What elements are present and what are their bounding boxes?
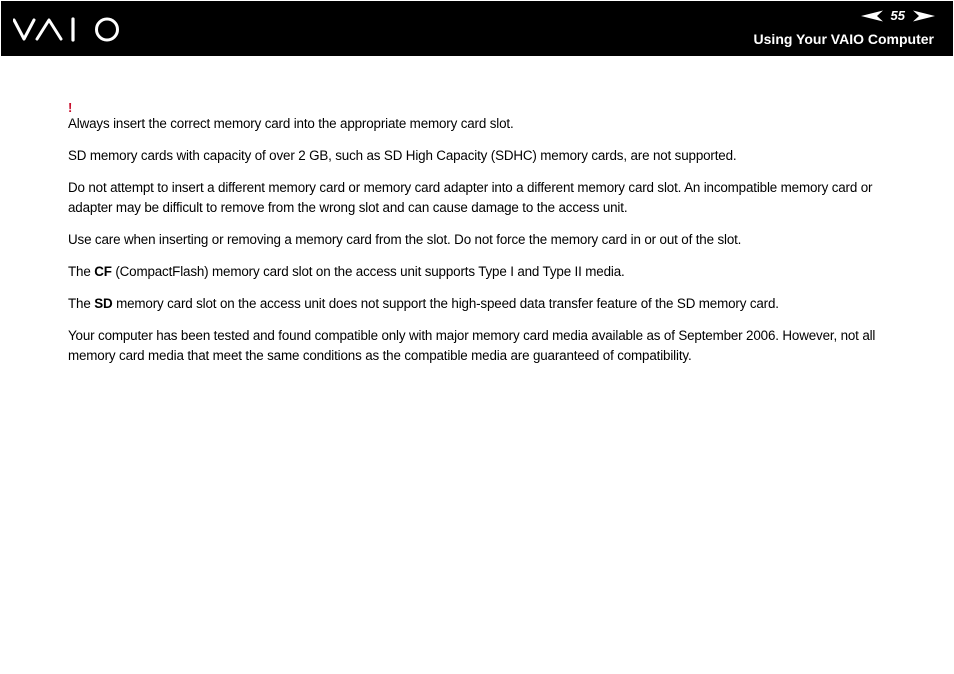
arrow-left-icon[interactable]: [861, 10, 883, 22]
page-navigation: [861, 8, 935, 24]
text-span: The: [68, 296, 95, 311]
text-span: The: [68, 264, 95, 279]
paragraph-incompatible-card: Do not attempt to insert a different memory card or memory card adapter into a different memory card slot. An incompatible memory card or adapter may be difficult to remove from the wrong slot and can cause damage to the access unit.: [68, 180, 873, 215]
warning-icon: !: [68, 100, 73, 115]
paragraph-cf-slot: [68, 262, 916, 282]
paragraph-compatibility: Your computer has been tested and found compatible only with major memory card media available as of September 2006. However, not all memory card media that meet the same conditions as the compatible media are guaranteed of compatibility.: [68, 328, 876, 363]
text-span: (CompactFlash) memory card slot on the access unit supports Type I and Type II media.: [111, 264, 625, 279]
paragraph-sdhc-unsupported: SD memory cards with capacity of over 2 GB, such as SD High Capacity (SDHC) memory cards, are not supported.: [68, 148, 737, 163]
arrow-right-icon[interactable]: [913, 10, 935, 22]
cf-label: CF: [94, 264, 112, 279]
vaio-logo: [13, 16, 121, 43]
text-span: memory card slot on the access unit does not support the high-speed data transfer feature of the SD memory card.: [112, 296, 779, 311]
paragraph-insert-care: Use care when inserting or removing a memory card from the slot. Do not force the memory card in or out of the slot.: [68, 232, 742, 247]
page-number: 55: [890, 8, 905, 23]
main-content: [68, 102, 916, 378]
sd-label: SD: [94, 296, 113, 311]
page-header: [1, 1, 953, 56]
section-title: Using Your VAIO Computer: [753, 31, 934, 47]
paragraph-correct-slot: Always insert the correct memory card into the appropriate memory card slot.: [68, 116, 514, 131]
paragraph-sd-slot: [68, 294, 916, 314]
